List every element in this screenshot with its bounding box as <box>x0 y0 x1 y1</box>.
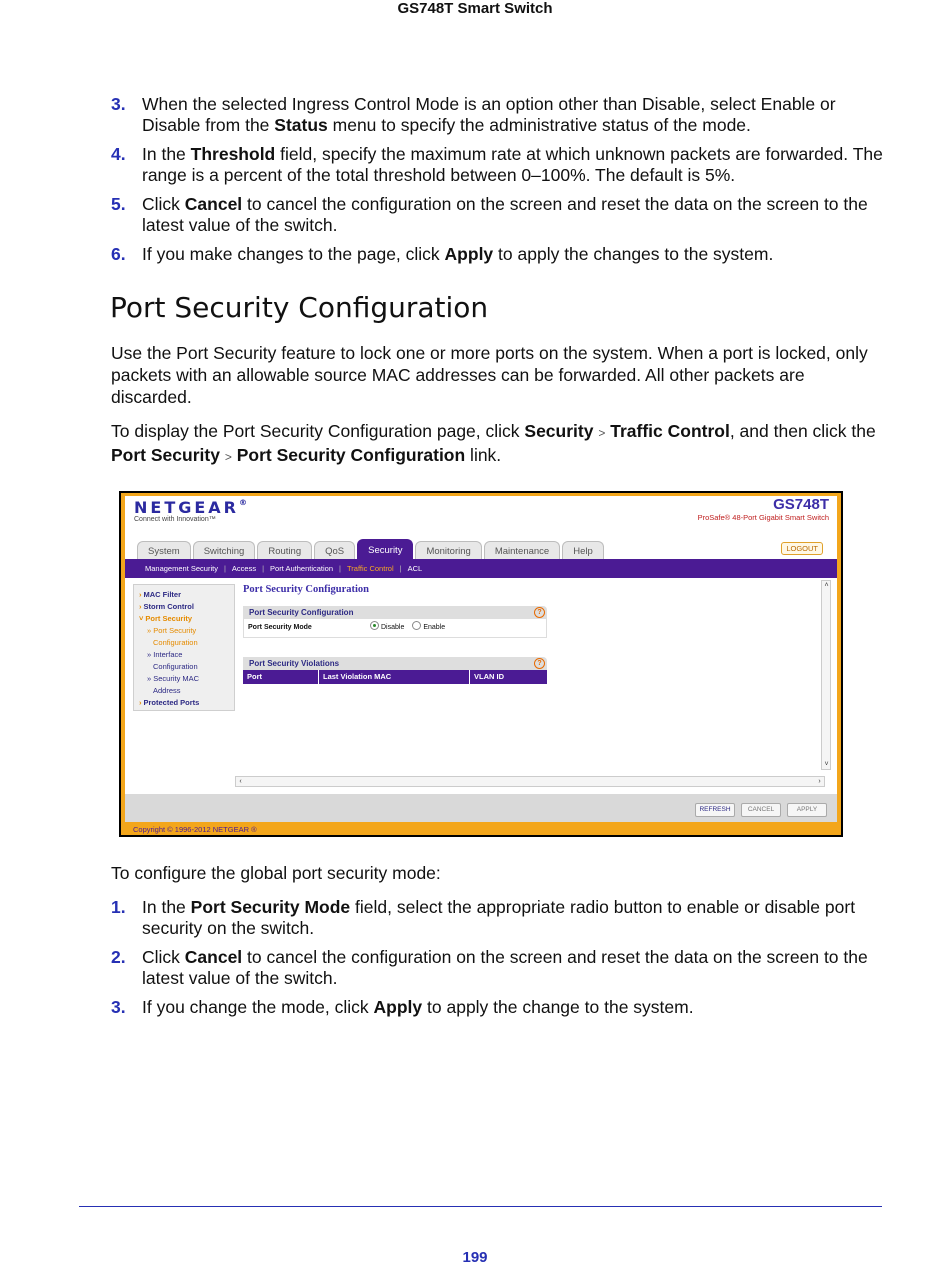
step-item <box>111 997 886 1018</box>
chevron-right-icon: › <box>139 698 142 707</box>
step-text: When the selected Ingress Control Mode is an option other than Disable, select Enable or Disable from the <box>142 94 836 135</box>
scroll-right-icon[interactable]: › <box>818 778 821 785</box>
menu-port-security[interactable]: ˅ Port Security <box>139 614 193 623</box>
steps-list-top <box>111 94 886 273</box>
step-number: 4. <box>111 144 126 164</box>
step-text: to apply the changes to the system. <box>493 244 774 264</box>
vertical-scrollbar[interactable] <box>821 580 831 770</box>
menu-interface-configuration-2[interactable]: Configuration <box>153 662 198 671</box>
logout-button[interactable]: LOGOUT <box>781 542 823 555</box>
page-number: 199 <box>462 1249 488 1266</box>
content-area <box>125 578 837 794</box>
configure-intro: To configure the global port security mode: <box>111 863 441 883</box>
menu-interface-configuration[interactable]: » Interface <box>147 650 183 659</box>
help-icon[interactable]: ? <box>534 607 545 618</box>
text: link. <box>465 445 502 465</box>
subnav-port-authentication[interactable]: Port Authentication <box>270 564 334 573</box>
step-bold: Apply <box>373 997 423 1017</box>
bold-term: Port Security <box>111 445 220 465</box>
subnav-access[interactable]: Access <box>231 564 257 573</box>
screenshot-header <box>125 496 837 564</box>
column-vlan-id: VLAN ID <box>474 672 504 681</box>
scroll-up-icon[interactable]: ˄ <box>824 582 829 589</box>
mode-label: Port Security Mode <box>248 624 312 631</box>
tab-routing[interactable]: Routing <box>257 541 312 561</box>
step-text: field, select the appropriate radio button to enable or disable port security on the switch. <box>142 897 856 938</box>
column-last-violation-mac: Last Violation MAC <box>319 670 470 684</box>
menu-protected-ports[interactable]: › Protected Ports <box>139 698 200 707</box>
tab-switching[interactable]: Switching <box>193 541 256 561</box>
gt-glyph: > <box>224 450 232 464</box>
side-menu <box>133 584 235 711</box>
horizontal-scrollbar[interactable] <box>235 776 825 787</box>
step-text: If you change the mode, click <box>142 997 374 1017</box>
page-header-title: GS748T Smart Switch <box>397 0 553 17</box>
tab-monitoring[interactable]: Monitoring <box>415 541 481 561</box>
chevron-right-icon: › <box>139 602 142 611</box>
bold-term: Security <box>524 421 594 441</box>
step-text: In the <box>142 144 191 164</box>
step-text: to cancel the configuration on the screen and reset the data on the screen to the latest value of the switch. <box>142 194 868 235</box>
separator: | <box>339 564 341 573</box>
button-bar <box>125 794 837 822</box>
text: To display the Port Security Configuration page, click <box>111 421 525 441</box>
menu-mac-filter[interactable]: › MAC Filter <box>139 590 181 599</box>
step-number: 3. <box>111 94 126 114</box>
bold-term: Traffic Control <box>610 421 730 441</box>
step-text: to cancel the configuration on the screen and reset the data on the screen to the latest value of the switch. <box>142 947 868 988</box>
menu-port-security-configuration-2[interactable]: Configuration <box>153 638 198 647</box>
model-name: GS748T <box>773 496 829 513</box>
chevron-down-icon: ˅ <box>139 614 144 623</box>
panel-header: Port Security Violations ? <box>243 657 547 670</box>
cancel-button[interactable]: CANCEL <box>741 803 781 817</box>
step-item <box>111 244 886 265</box>
panel-header: Port Security Configuration ? <box>243 606 547 619</box>
gt-glyph: > <box>598 426 606 440</box>
section-intro: Use the Port Security feature to lock one or more ports on the system. When a port is locked, only packets with an allowable source MAC addresses can be forwarded. All other packets are discarded. <box>111 343 868 407</box>
step-item <box>111 144 886 186</box>
netgear-logo: NETGEAR® <box>134 498 250 517</box>
step-text: menu to specify the administrative status of the mode. <box>327 115 751 135</box>
tab-maintenance[interactable]: Maintenance <box>484 541 560 561</box>
footer-divider <box>79 1206 882 1207</box>
step-number: 6. <box>111 244 126 264</box>
step-item <box>111 947 886 989</box>
step-number: 1. <box>111 897 126 917</box>
separator: | <box>223 564 226 573</box>
bold-term: Port Security Configuration <box>236 445 466 465</box>
separator: | <box>262 564 265 573</box>
step-bold: Status <box>274 115 328 135</box>
netgear-screenshot <box>119 491 843 837</box>
subnav-management-security[interactable]: Management Security <box>145 564 218 573</box>
radio-label: Enable <box>423 624 446 631</box>
step-text: If you make changes to the page, click <box>142 244 445 264</box>
step-bold: Apply <box>444 244 494 264</box>
step-item <box>111 194 886 236</box>
step-number: 5. <box>111 194 126 214</box>
step-bold: Cancel <box>184 194 243 214</box>
menu-port-security-configuration[interactable]: » Port Security <box>147 626 197 635</box>
panel-body <box>243 619 547 638</box>
chevron-right-icon: › <box>139 590 142 599</box>
step-text: field, specify the maximum rate at which unknown packets are forwarded. The range is a percent of the total threshold between 0–100%. The default is 5%. <box>142 144 883 185</box>
tab-help[interactable]: Help <box>562 541 604 561</box>
help-icon[interactable]: ? <box>534 658 545 669</box>
screen-page-title: Port Security Configuration <box>243 584 369 595</box>
menu-storm-control[interactable]: › Storm Control <box>139 602 194 611</box>
sub-navigation <box>125 559 837 578</box>
menu-security-mac-address-2[interactable]: Address <box>153 686 181 695</box>
step-bold: Cancel <box>184 947 243 967</box>
radio-disable[interactable] <box>370 621 379 630</box>
scroll-left-icon[interactable]: ‹ <box>239 778 242 785</box>
radio-enable[interactable] <box>412 621 421 630</box>
steps-list-bottom <box>111 897 886 1026</box>
port-security-config-panel <box>243 606 547 638</box>
step-number: 3. <box>111 997 126 1017</box>
subnav-traffic-control[interactable]: Traffic Control <box>346 564 394 573</box>
mode-options <box>370 619 445 637</box>
column-port: Port <box>243 670 319 684</box>
tab-qos[interactable]: QoS <box>314 541 355 561</box>
model-subtitle: ProSafe® 48-Port Gigabit Smart Switch <box>697 513 829 522</box>
section-title: Port Security Configuration <box>110 291 489 324</box>
step-item <box>111 897 886 939</box>
radio-label: Disable <box>381 624 405 631</box>
step-number: 2. <box>111 947 126 967</box>
refresh-button[interactable]: REFRESH <box>695 803 735 817</box>
display-instructions <box>111 420 886 468</box>
tagline: Connect with Innovation™ <box>134 516 216 523</box>
table-header <box>243 670 547 684</box>
step-bold: Port Security Mode <box>190 897 351 917</box>
step-text: Click <box>142 194 185 214</box>
scroll-down-icon[interactable]: ˅ <box>824 761 829 768</box>
step-bold: Threshold <box>190 144 276 164</box>
step-text: to apply the change to the system. <box>422 997 694 1017</box>
tab-security[interactable]: Security <box>357 539 413 561</box>
text: , and then click the <box>729 421 876 441</box>
port-security-violations-panel <box>243 657 547 684</box>
separator: | <box>399 564 402 573</box>
tab-system[interactable]: System <box>137 541 191 561</box>
step-item <box>111 94 886 136</box>
subnav-acl[interactable]: ACL <box>407 564 423 573</box>
apply-button[interactable]: APPLY <box>787 803 827 817</box>
step-text: In the <box>142 897 191 917</box>
copyright: Copyright © 1996-2012 NETGEAR ® <box>133 825 257 834</box>
step-text: Click <box>142 947 185 967</box>
menu-security-mac-address[interactable]: » Security MAC <box>147 674 200 683</box>
